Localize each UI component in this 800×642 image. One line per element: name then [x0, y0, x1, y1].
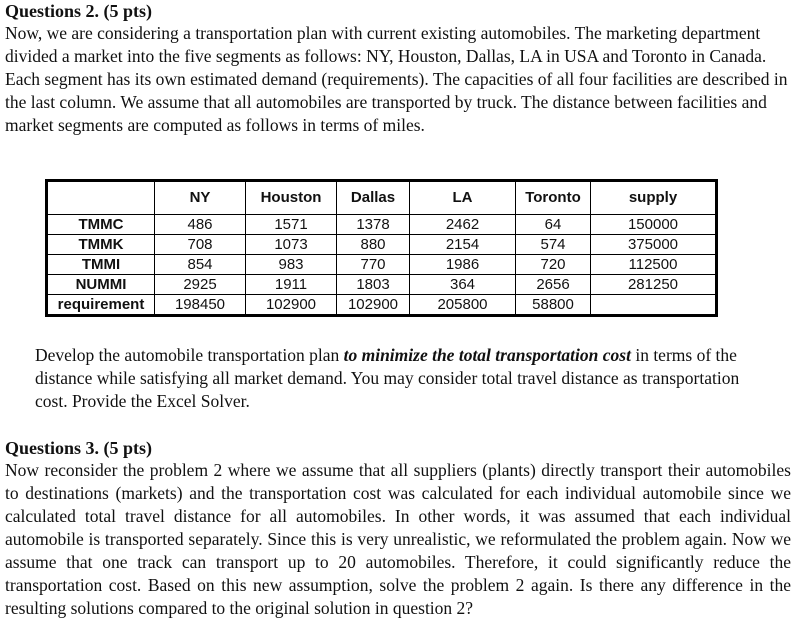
question-2-heading: Questions 2. (5 pts) [5, 1, 153, 21]
column-header: supply [591, 181, 717, 215]
instruction-text [35, 344, 755, 413]
row-label: requirement [47, 295, 155, 316]
table-cell: 58800 [516, 295, 591, 316]
table-cell: 102900 [246, 295, 337, 316]
column-header: Dallas [337, 181, 410, 215]
column-header [47, 181, 155, 215]
table-cell: 2154 [410, 235, 516, 255]
question-2-body: Now, we are considering a transportation plan with current existing automobiles. The marketing department divided a market into the five segments as follows: NY, Houston, Dallas, LA in USA and Toronto in Canada. Each segment has its own estimated demand (requirements). The capacities of all four facilities are described in the last column. We assume that all automobiles are transported by truck. The distance between facilities and market segments are computed as follows in terms of miles. [5, 23, 788, 135]
table-cell: 375000 [591, 235, 717, 255]
table-cell: 1803 [337, 275, 410, 295]
table-cell: 854 [155, 255, 246, 275]
table-cell: 281250 [591, 275, 717, 295]
question-3-heading: Questions 3. (5 pts) [5, 438, 153, 458]
table-row [47, 275, 717, 295]
table-cell: 1571 [246, 215, 337, 235]
question-3-section [5, 437, 791, 620]
table-cell: 720 [516, 255, 591, 275]
row-label: NUMMI [47, 275, 155, 295]
column-header: NY [155, 181, 246, 215]
table-header-row [47, 181, 717, 215]
table-cell: 205800 [410, 295, 516, 316]
question-3-body: Now reconsider the problem 2 where we assume that all suppliers (plants) directly transport their automobiles to destinations (markets) and the transportation cost was calculated for each individual automobile since we calculated total travel distance for all automobiles. In other words, it was assumed that each individual automobile is transported separately. Since this is very unrealistic, we reformulated the problem again. Now we assume that one track can transport up to 20 automobiles. Therefore, it could significantly reduce the transportation cost. Based on this new assumption, solve the problem 2 again. Is there any difference in the resulting solutions compared to the original solution in question 2? [5, 460, 791, 618]
table-cell: 2656 [516, 275, 591, 295]
table-cell: 2462 [410, 215, 516, 235]
table-row [47, 255, 717, 275]
table-row [47, 295, 717, 316]
table-cell: 983 [246, 255, 337, 275]
question-2-section [5, 0, 791, 137]
table-cell: 64 [516, 215, 591, 235]
table-cell: 574 [516, 235, 591, 255]
instruction-section [35, 344, 755, 413]
table-cell: 364 [410, 275, 516, 295]
table-row [47, 235, 717, 255]
table-cell: 770 [337, 255, 410, 275]
table-cell: 2925 [155, 275, 246, 295]
table-cell: 1986 [410, 255, 516, 275]
table-row [47, 215, 717, 235]
distance-table [45, 179, 718, 317]
column-header: LA [410, 181, 516, 215]
table-cell: 1378 [337, 215, 410, 235]
table-cell: 112500 [591, 255, 717, 275]
row-label: TMMC [47, 215, 155, 235]
column-header: Toronto [516, 181, 591, 215]
table-cell: 708 [155, 235, 246, 255]
table-cell: 150000 [591, 215, 717, 235]
table-cell: 198450 [155, 295, 246, 316]
row-label: TMMK [47, 235, 155, 255]
instruction-pre: Develop the automobile transportation plan [35, 345, 344, 365]
column-header: Houston [246, 181, 337, 215]
table-cell: 1911 [246, 275, 337, 295]
row-label: TMMI [47, 255, 155, 275]
table-cell: 880 [337, 235, 410, 255]
table-cell: 102900 [337, 295, 410, 316]
distance-table-container [45, 179, 718, 317]
instruction-post: in terms of the distance while satisfying all market demand. You may consider total travel distance as transportation cost. Provide the Excel Solver. [35, 345, 740, 411]
table-cell: 1073 [246, 235, 337, 255]
table-cell: 486 [155, 215, 246, 235]
instruction-emphasis: to minimize the total transportation cost [343, 345, 631, 365]
table-cell [591, 295, 717, 316]
